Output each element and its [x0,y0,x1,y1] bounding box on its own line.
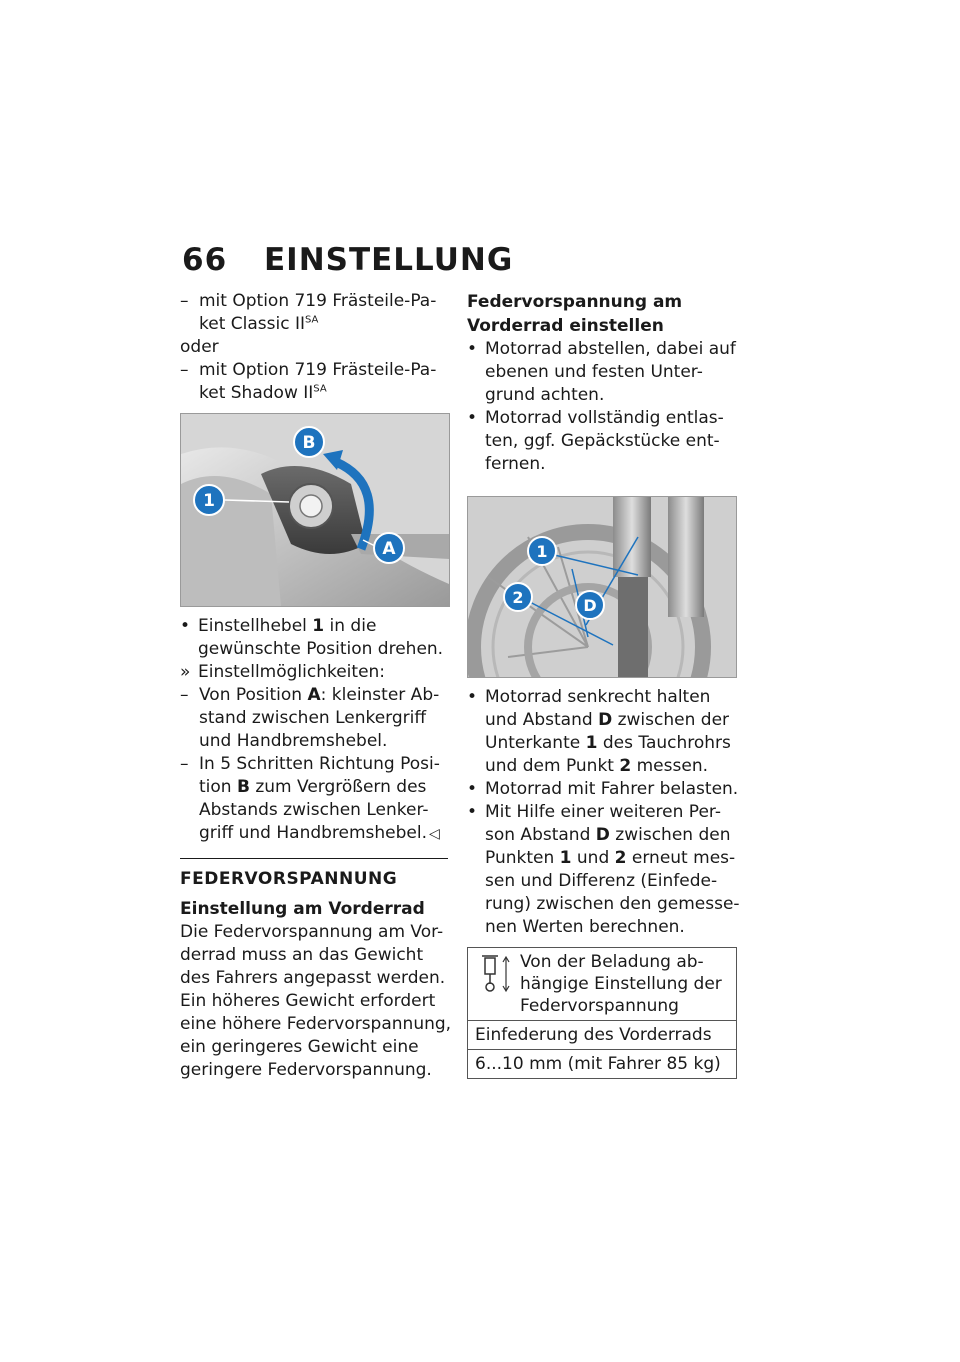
step-park: • Motorrad abstellen, dabei auf ebenen und festen Unter-grund achten. [467,339,736,405]
procedure-heading: Federvorspannung am Vorderrad einstellen [467,292,683,336]
step-lever: • Einstellhebel 1 in die gewünschte Position drehen. [180,616,444,659]
page-number: 66 [182,242,228,278]
callout-1-badge [194,485,224,515]
callout-b-badge [294,427,324,457]
step-measure: • Motorrad senkrecht halten und Abstand D zwischen der Unterkante 1 des Tauchrohrs und dem Punkt 2 messen. [467,687,731,776]
spec-row-value: 6...10 mm (mit Fahrer 85 kg) [468,1050,737,1079]
page-header [182,242,513,278]
result-line: » Einstellmöglichkeiten: [180,662,386,682]
page-title: EINSTELLUNG [264,242,514,278]
front-fork-illustration [468,497,736,677]
section-title: FEDERVORSPANNUNG [180,869,398,889]
spec-table [467,947,737,1079]
option-shadow: – mit Option 719 Frästeile-Pa-ket Shadow $II^{SA}$ [180,360,437,403]
sub-option-a: – Von Position A: kleinster Ab-stand zwischen Lenkergriff und Handbremshebel. [180,685,440,751]
svg-text:2: 2 [512,588,524,607]
svg-text:1: 1 [203,491,215,511]
svg-text:A: A [382,539,396,559]
figure-front-fork [467,496,737,678]
right-column [467,290,742,1079]
callout-a-badge [374,533,404,563]
svg-text:1: 1 [536,542,548,561]
left-column [180,290,455,1082]
svg-text:B: B [302,433,316,453]
callout-d-badge [576,591,604,619]
sub-option-b: – In 5 Schritten Richtung Posi-tion B zum Vergrößern des Abstands zwischen Lenker-griff und Handbremshebel. ◁ [180,754,440,843]
suspension-icon [476,954,512,994]
section-divider [180,858,448,859]
section-paragraph: Die Federvorspannung am Vor-derrad muss an das Gewicht des Fahrers angepasst werden. Ein höheres Gewicht erfordert eine höhere Federvorspannung, ein geringeres Gewicht eine geringere Federvorspannung. [180,922,452,1080]
end-mark-icon: ◁ [429,826,440,842]
step-unload: • Motorrad vollständig entlas-ten, ggf. Gepäckstücke ent-fernen. [467,408,724,474]
oder-text: oder [180,337,219,357]
subsection-title: Einstellung am Vorderrad [180,899,425,919]
step-load-rider: • Motorrad mit Fahrer belasten. [467,779,739,799]
callout-1-badge [528,537,556,565]
spec-table-header: Von der Beladung ab-hängige Einstellung der Federvorspannung [468,948,737,1021]
callout-2-badge [504,583,532,611]
step-remeasure: • Mit Hilfe einer weiteren Per-son Abstand D zwischen den Punkten 1 und 2 erneut mes-sen und Differenz (Einfede-rung) zwischen den gemesse-nen Werten berechnen. [467,802,740,937]
svg-text:D: D [583,596,597,615]
option-classic: – mit Option 719 Frästeile-Pa-ket Classic $II^{SA}$ [180,291,437,334]
spec-row-label: Einfederung des Vorderrads [468,1021,737,1050]
brake-lever-illustration [181,414,449,606]
figure-brake-lever [180,413,450,607]
